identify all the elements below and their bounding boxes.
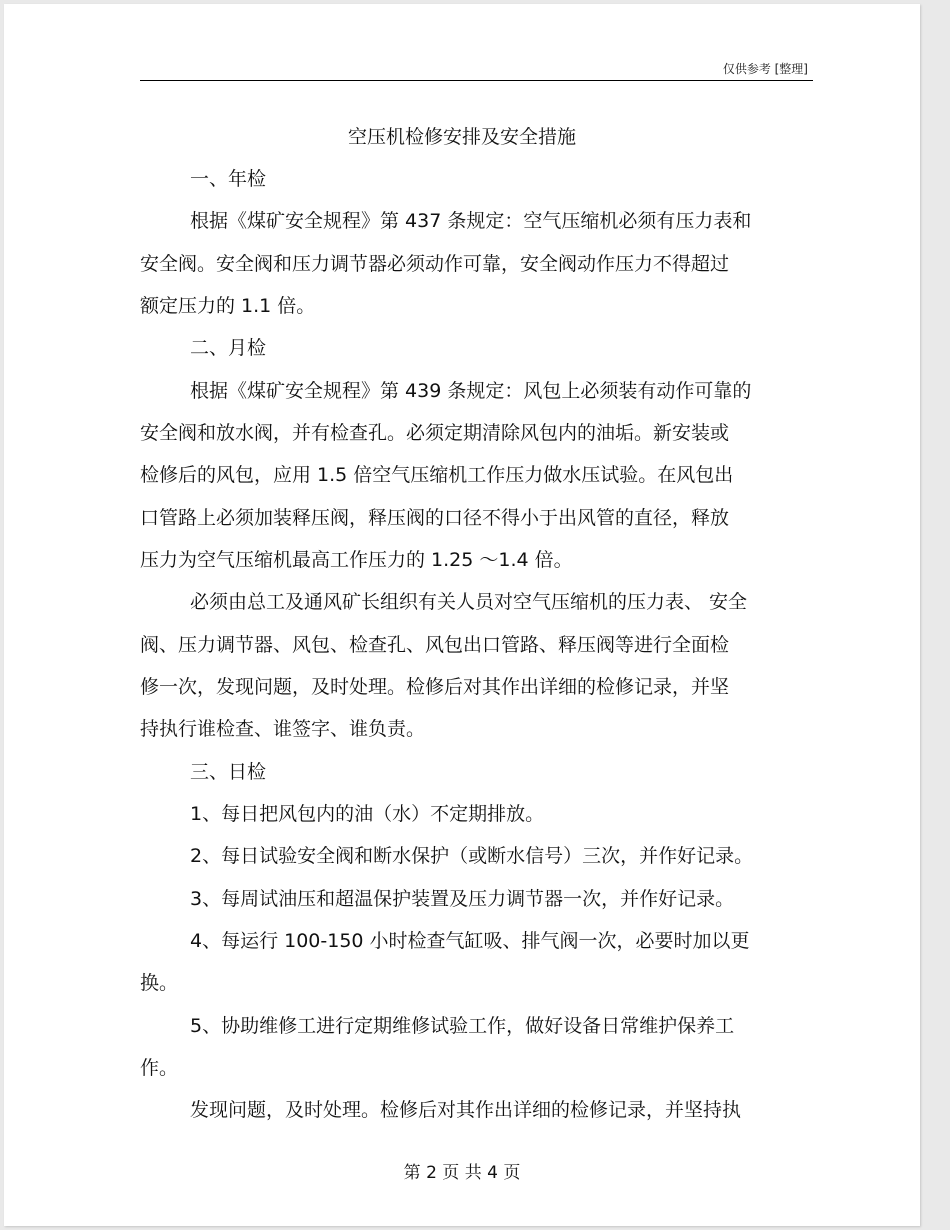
list-item-continuation: 换。 — [140, 972, 179, 994]
document-title: 空压机检修安排及安全措施 — [347, 126, 576, 148]
document-page — [4, 4, 920, 1226]
header-note: 仅供参考 [整理] — [722, 62, 808, 76]
paragraph-line: 安全阀。安全阀和压力调节器必须动作可靠，安全阀动作压力不得超过 — [140, 253, 730, 275]
paragraph-line: 压力为空气压缩机最高工作压力的 1.25 ～1.4 倍。 — [140, 549, 573, 571]
paragraph-line: 根据《煤矿安全规程》第 437 条规定：空气压缩机必须有压力表和 — [190, 210, 752, 232]
paragraph-line: 根据《煤矿安全规程》第 439 条规定：风包上必须装有动作可靠的 — [190, 380, 752, 402]
section-heading: 二、月检 — [190, 337, 267, 359]
list-item: 4、每运行 100-150 小时检查气缸吸、排气阀一次，必要时加以更 — [190, 930, 750, 952]
header-rule — [140, 80, 813, 81]
list-item-continuation: 作。 — [140, 1057, 179, 1079]
paragraph-line: 安全阀和放水阀，并有检查孔。必须定期清除风包内的油垢。新安装或 — [140, 422, 730, 444]
page-footer: 第 2 页 共 4 页 — [403, 1163, 521, 1183]
paragraph-line: 口管路上必须加装释压阀，释压阀的口径不得小于出风管的直径，释放 — [140, 507, 730, 529]
paragraph-line: 必须由总工及通风矿长组织有关人员对空气压缩机的压力表、 安全 — [190, 591, 748, 613]
list-item: 2、每日试验安全阀和断水保护（或断水信号）三次，并作好记录。 — [190, 845, 754, 867]
paragraph-line: 持执行谁检查、谁签字、谁负责。 — [140, 718, 426, 740]
paragraph-line: 额定压力的 1.1 倍。 — [140, 295, 316, 317]
section-heading: 一、年检 — [190, 168, 267, 190]
paragraph-line: 检修后的风包，应用 1.5 倍空气压缩机工作压力做水压试验。在风包出 — [140, 464, 734, 486]
section-heading: 三、日检 — [190, 761, 267, 783]
paragraph-line: 阀、压力调节器、风包、检查孔、风包出口管路、释压阀等进行全面检 — [140, 634, 730, 656]
list-item: 3、每周试油压和超温保护装置及压力调节器一次，并作好记录。 — [190, 888, 735, 910]
paragraph-line: 修一次，发现问题，及时处理。检修后对其作出详细的检修记录，并坚 — [140, 676, 730, 698]
list-item: 1、每日把风包内的油（水）不定期排放。 — [190, 803, 545, 825]
paragraph-line: 发现问题，及时处理。检修后对其作出详细的检修记录，并坚持执 — [190, 1099, 742, 1121]
list-item: 5、协助维修工进行定期维修试验工作，做好设备日常维护保养工 — [190, 1015, 735, 1037]
